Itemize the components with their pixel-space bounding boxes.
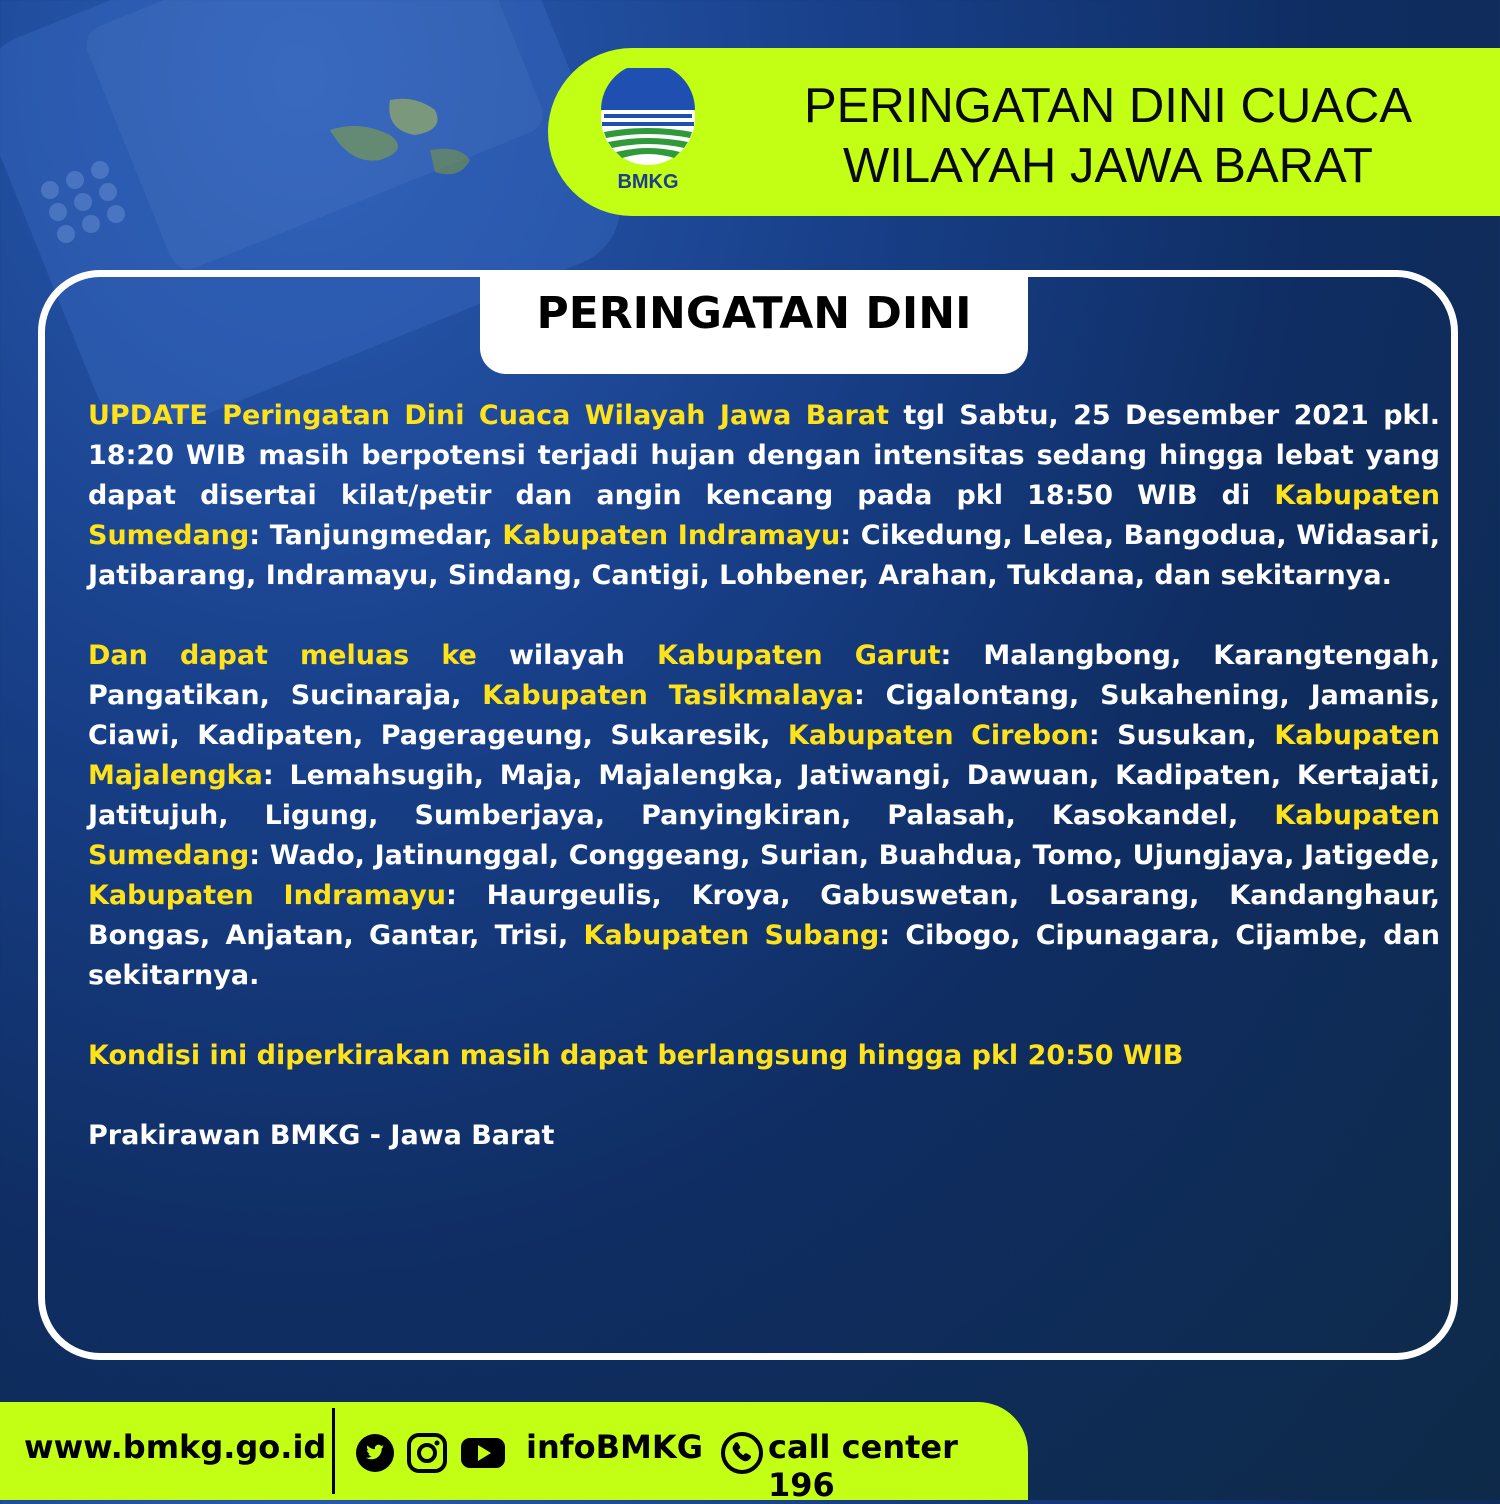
panel-title-tab bbox=[480, 272, 1028, 374]
text-segment: Kabupaten Garut bbox=[656, 640, 941, 671]
bmkg-logo bbox=[598, 68, 698, 196]
text-segment: : Cibogo, Cipunagara, Cijambe, dan sekitarnya. bbox=[88, 920, 1441, 991]
text-segment: Dan dapat meluas ke bbox=[88, 640, 477, 671]
text-segment: : Cikedung, Lelea, Bangodua, Widasari, Jatibarang, Indramayu, Sindang, Cantigi, Lohbener, Arahan, Tukdana, dan sekitarnya. bbox=[88, 520, 1440, 591]
paragraph-signature: Prakirawan BMKG - Jawa Barat bbox=[88, 1120, 555, 1151]
page-title bbox=[768, 76, 1448, 196]
text-segment: Kabupaten Sumedang bbox=[88, 800, 1440, 871]
text-segment: Kabupaten Subang bbox=[583, 920, 880, 951]
text-segment: tgl Sabtu, 25 Desember 2021 pkl. 18:20 WIB masih berpotensi terjadi hujan dengan intensitas sedang hingga lebat yang dapat disertai kilat/petir dan angin kencang pada pkl 18:50 WIB di bbox=[88, 400, 1440, 511]
text-segment: : Tanjungmedar, bbox=[249, 520, 503, 551]
paragraph-update bbox=[88, 396, 1440, 596]
text-segment: Kabupaten Tasikmalaya bbox=[482, 680, 854, 711]
text-segment: wilayah bbox=[476, 640, 657, 671]
twitter-icon[interactable] bbox=[355, 1433, 395, 1473]
text-segment: Kabupaten Indramayu bbox=[502, 520, 841, 551]
text-segment: Kabupaten Sumedang bbox=[88, 480, 1440, 551]
youtube-icon[interactable] bbox=[460, 1433, 506, 1473]
text-segment: UPDATE Peringatan Dini Cuaca Wilayah Jawa Barat bbox=[88, 400, 889, 431]
social-handle[interactable]: infoBMKG bbox=[526, 1428, 703, 1466]
website-link[interactable]: www.bmkg.go.id bbox=[24, 1428, 327, 1466]
text-segment: Kabupaten Cirebon bbox=[787, 720, 1089, 751]
text-segment: Kabupaten Indramayu bbox=[88, 880, 447, 911]
text-segment: : Cigalontang, Sukahening, Jamanis, Ciawi, Kadipaten, Pagerageung, Sukaresik, bbox=[88, 680, 1440, 751]
header-banner bbox=[548, 48, 1500, 216]
bmkg-logo-icon bbox=[598, 68, 698, 168]
bmkg-logo-text: BMKG bbox=[617, 171, 679, 193]
paragraph-duration: Kondisi ini diperkirakan masih dapat berlangsung hingga pkl 20:50 WIB bbox=[88, 1040, 1184, 1071]
instagram-icon[interactable] bbox=[407, 1433, 447, 1473]
text-segment: : Wado, Jatinunggal, Conggeang, Surian, Buahdua, Tomo, Ujungjaya, Jatigede, bbox=[249, 840, 1440, 871]
text-segment: : Susukan, bbox=[1088, 720, 1275, 751]
call-center-text[interactable]: call center 196 bbox=[768, 1428, 958, 1504]
warning-body bbox=[88, 396, 1440, 1196]
title-line-1: PERINGATAN DINI CUACA bbox=[803, 79, 1413, 133]
footer-bar bbox=[0, 1402, 1028, 1504]
text-segment: : Lemahsugih, Maja, Majalengka, Jatiwangi, Dawuan, Kadipaten, Kertajati, Jatitujuh, Ligung, Sumberjaya, Panyingkiran, Palasah, Kasokandel, bbox=[88, 760, 1440, 831]
panel-title: PERINGATAN DINI bbox=[536, 288, 972, 339]
title-line-2: WILAYAH JAWA BARAT bbox=[842, 139, 1373, 193]
paragraph-expansion bbox=[88, 636, 1440, 996]
text-segment: : Haurgeulis, Kroya, Gabuswetan, Losarang, Kandanghaur, Bongas, Anjatan, Gantar, Trisi, bbox=[88, 880, 1440, 951]
footer-divider bbox=[332, 1408, 335, 1494]
text-segment: Kabupaten Majalengka bbox=[88, 720, 1440, 791]
text-segment: : Malangbong, Karangtengah, Pangatikan, Sucinaraja, bbox=[88, 640, 1440, 711]
phone-icon bbox=[720, 1431, 764, 1475]
